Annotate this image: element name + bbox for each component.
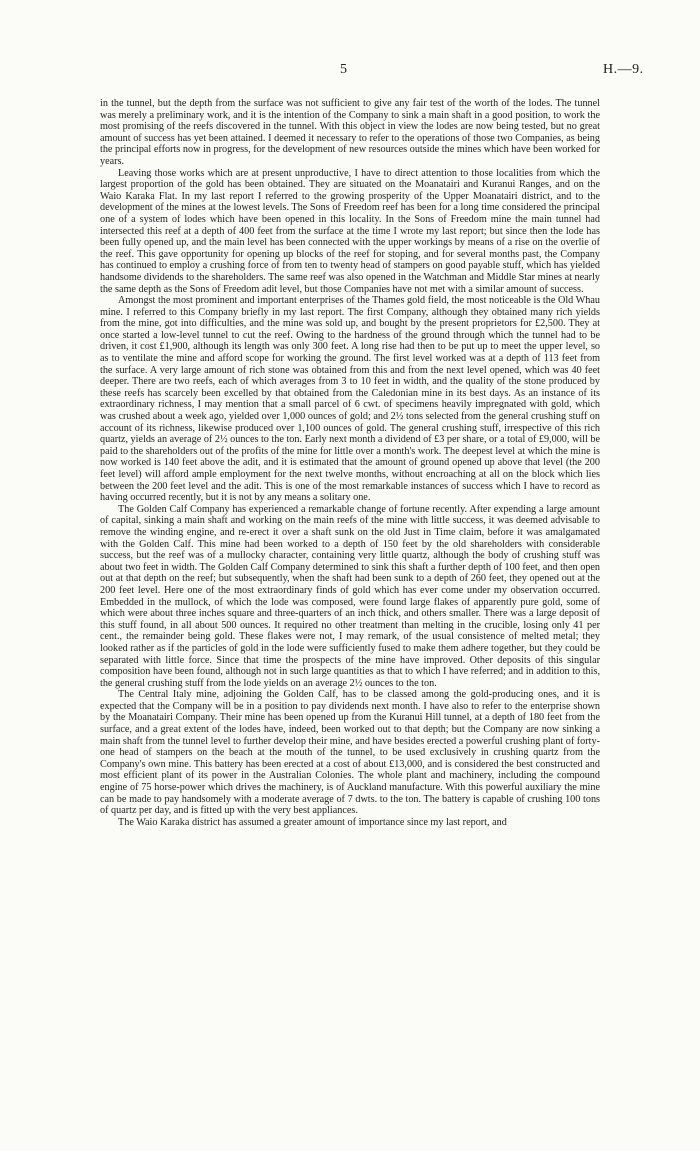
paragraph: The Waio Karaka district has assumed a greater amount of importance since my last report, and bbox=[118, 816, 507, 828]
paragraph: The Golden Calf Company has experienced a remarkable change of fortune recently. After expending a large amount of capital, sinking a main shaft and working on the main reefs of the mine with little success, it was deemed advisable to remove the winding engine, and re-erect it over a shaft sunk on the old Just in Time claim, before it was amalgamated with the Golden Calf. This mine had been worked to a depth of 150 feet by the old shareholders with considerable success, but the reef was of a mullocky character, containing very little quartz, although the body of crushing stuff was about two feet in width. The Golden Calf Company determined to sink this shaft a further depth of 100 feet, and then open out at that depth on the reef; but subsequently, when the shaft had been sunk to a depth of 260 feet, they opened out at the 200 feet level. Here one of the most extraordinary finds of gold which has ever come under my observation occurred. Embedded in the mullock, of which the lode was composed, were found large flakes of apparently pure gold, some of which were about three inches square and three-quarters of an inch thick, and others smaller. There was a large deposit of this stuff found, in all about 500 ounces. It required no other treatment than melting in the crucible, losing only 41 per cent., the remainder being gold. These flakes were not, I may remark, of the usual consistence of melted metal; they looked rather as if the particles of gold in the lode were sufficiently fused to make them adhere together, but they could be separated with little force. Since that time the prospects of the mine have improved. Other deposits of this singular composition have been found, although not in such large quantities as that to which I have referred; and in addition to this, the general crushing stuff from the lode yields on an average 2½ ounces to the ton. bbox=[100, 503, 600, 689]
document-code: H.—9. bbox=[603, 62, 644, 77]
page-header bbox=[0, 62, 700, 82]
body-text bbox=[100, 98, 600, 828]
paragraph: in the tunnel, but the depth from the surface was not sufficient to give any fair test of the worth of the lodes. The tunnel was merely a preliminary work, and it is the intention of the Company to sink a main shaft in a good position, to work the most promising of the reefs discovered in the tunnel. With this object in view the lodes are now being tested, but no great amount of success has yet been attained. I deemed it necessary to refer to the operations of those two Companies, as being the principal efforts now in progress, for the development of new resources outside the mines which have been worked for years. bbox=[100, 98, 600, 167]
paragraph: Amongst the most prominent and important enterprises of the Thames gold field, the most noticeable is the Old Whau mine. I referred to this Company briefly in my last report. The first Company, although they obtained many rich yields from the mine, got into difficulties, and the mine was sold up, and bought by the present proprietors for £2,500. They at once started a low-level tunnel to cut the reef. Owing to the hardness of the ground through which the tunnel had to be driven, it cost £1,900, although its length was only 300 feet. A long rise had then to be put up to meet the upper level, so as to ventilate the mine and afford scope for working the ground. The first level worked was at a depth of 113 feet from the surface. A very large amount of rich stone was obtained from this and from the next level opened, which was 40 feet deeper. There are two reefs, each of which averages from 3 to 10 feet in width, and the quality of the stone produced by these reefs has scarcely been excelled by that obtained from the Caledonian mine in its best days. As an instance of its extraordinary richness, I may mention that a small parcel of 6 cwt. of specimens heavily impregnated with gold, which was crushed about a week ago, yielded over 1,000 ounces of gold; and 2½ tons selected from the general crushing stuff on account of its richness, likewise produced over 1,100 ounces of gold. The general crushing stuff, irrespective of this rich quartz, yields an average of 2½ ounces to the ton. Early next month a dividend of £3 per share, or a total of £9,000, will be paid to the shareholders out of the profits of the mine for little over a month's work. The deepest level at which the mine is now worked is 140 feet above the adit, and it is estimated that the amount of ground opened up above that level (the 200 feet level) will afford ample employment for the next twelve months, without encroaching at all on the block which lies between the 200 feet level and the adit. This is one of the most remarkable instances of success which I have to record as having occurred recently, but it is not by any means a solitary one. bbox=[100, 295, 600, 504]
paragraph: Leaving those works which are at present unproductive, I have to direct attention to those localities from which the largest proportion of the gold has been obtained. They are situated on the Moanatairi and Kuranui Ranges, and on the Waio Karaka Flat. In my last report I referred to the growing prosperity of the Upper Moanatairi district, and to the development of the mines at the lowest levels. The Sons of Freedom reef has been for a long time considered the principal one of a system of lodes which have been opened in this locality. In the Sons of Freedom mine the main tunnel had intersected this reef at a depth of 400 feet from the surface at the time I wrote my last report; but since then the lode has been fully opened up, and the main level has been connected with the upper workings by means of a rise on the overlie of the reef. This gave opportunity for opening up blocks of the reef for stoping, and for several months past, the Company has continued to employ a crushing force of from ten to twenty head of stampers on good payable stuff, which has yielded handsome dividends to the shareholders. The same reef was also opened in the Watchman and Middle Star mines at nearly the same depth as the Sons of Freedom adit level, but those Companies have not met with a similar amount of success. bbox=[100, 167, 600, 295]
paragraph: The Central Italy mine, adjoining the Golden Calf, has to be classed among the gold-producing ones, and it is expected that the Company will be in a position to pay dividends next month. I have also to refer to the enterprise shown by the Moanatairi Company. Their mine has been opened up from the Kuranui Hill tunnel, at a depth of 180 feet from the surface, and a great extent of the lodes have, indeed, been worked out to that depth; but the Company are now sinking a main shaft from the tunnel level to further develop their mine, and have besides erected a powerful crushing plant of forty-one head of stampers on the beach at the mouth of the tunnel, to be used exclusively in crushing quartz from the Company's own mine. This battery has been erected at a cost of about £13,000, and is considered the best constructed and most efficient plant of its power in the Australian Colonies. The whole plant and machinery, including the compound engine of 75 horse-power which drives the machinery, is of Auckland manufacture. With this powerful auxiliary the mine can be made to pay handsomely with a moderate average of 7 dwts. to the ton. The battery is capable of crushing 100 tons of quartz per day, and is fitted up with the very best appliances. bbox=[100, 689, 600, 817]
page-number: 5 bbox=[340, 62, 347, 77]
